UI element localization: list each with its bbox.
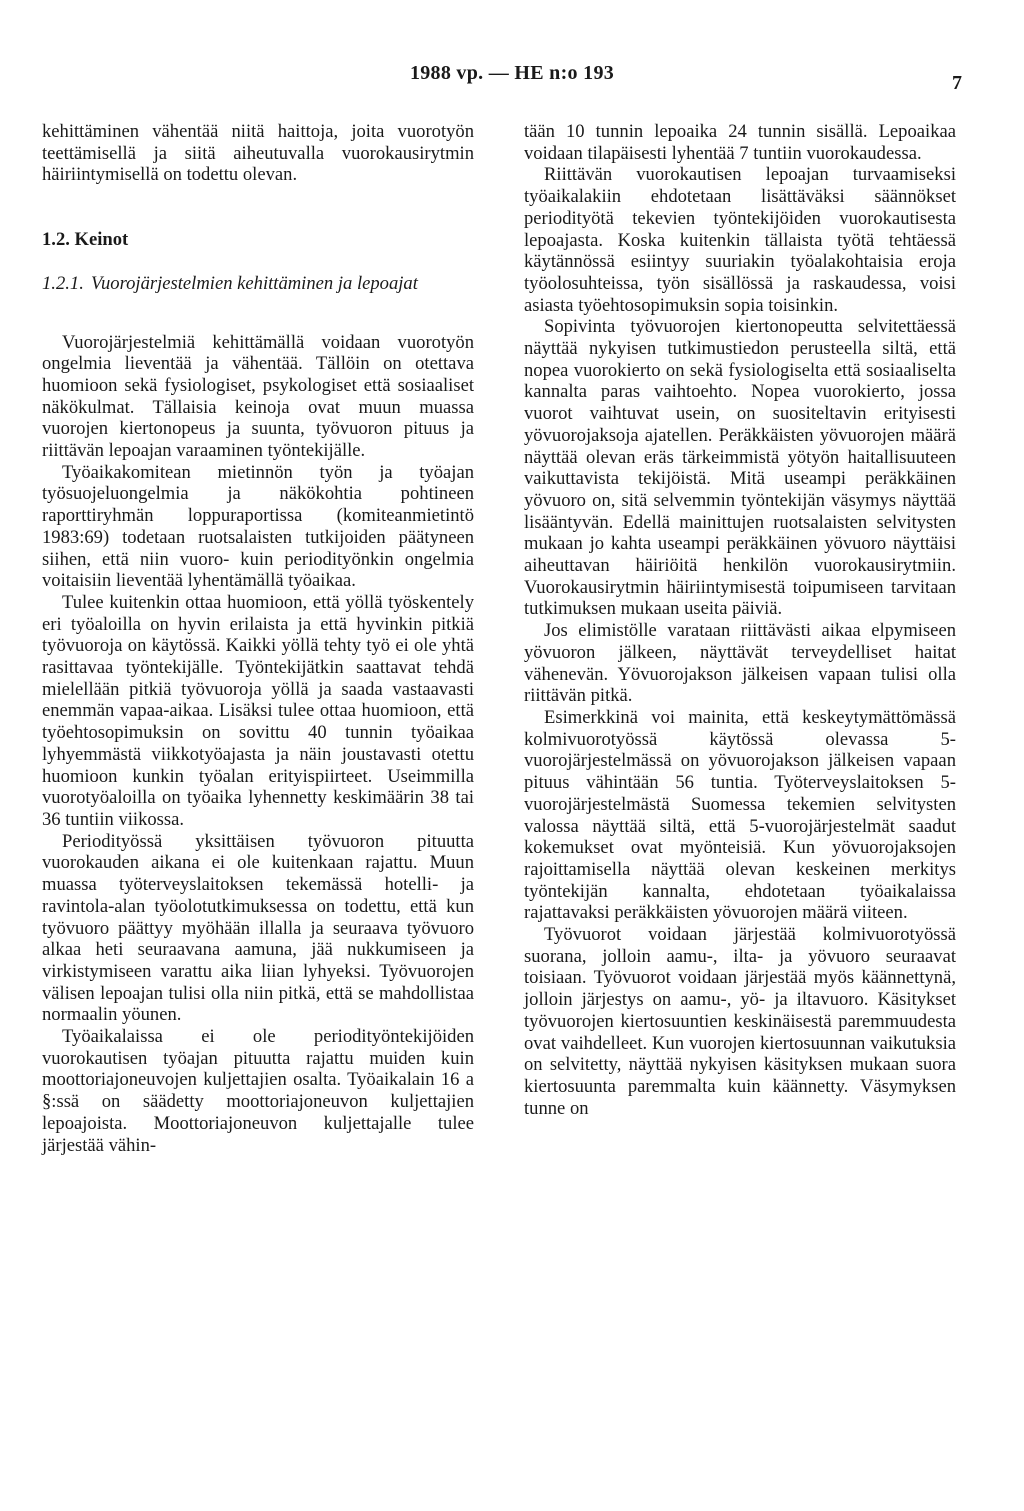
document-title: 1988 vp. — HE n:o 193 (409, 62, 615, 84)
subsection-number: 1.2.1. (42, 272, 84, 294)
paragraph-continued: tään 10 tunnin lepoaika 24 tunnin sisällä. Lepoaikaa voidaan tilapäisesti lyhentää 7 tuntiin vuorokaudessa. (524, 121, 956, 164)
subsection-heading (42, 273, 474, 295)
paragraph: Työaikalaissa ei ole periodityöntekijöiden vuorokautisen työajan pituutta rajattu muiden kuin moottoriajoneuvojen kuljettajien osalta. Työaikalain 16 a §:ssä on säädetty moottoriajoneuvon kuljettajien lepoajoista. Moottoriajoneuvon kuljettajalle tulee järjestää vähin- (42, 1026, 474, 1156)
paragraph: Periodityössä yksittäisen työvuoron pituutta vuorokauden aikana ei ole kuitenkaan rajattu. Muun muassa työterveyslaitoksen tekemässä hotelli- ja ravintola-alan työolotutkimuksessa on todettu, että kun työvuoro päättyy myöhään illalla ja seuraava työvuoro alkaa heti seuraavana aamuna, jää nukkumiseen ja virkistymiseen varattu aika liian lyhyeksi. Työvuorojen välisen lepoajan tulisi olla niin pitkä, että se mahdollistaa normaalin yöunen. (42, 830, 474, 1026)
paragraph: Riittävän vuorokautisen lepoajan turvaamiseksi työaikalakiin ehdotetaan lisättäväksi säännökset periodityötä tekevien työntekijöiden vuorokautisesta lepoajasta. Koska kuitenkin tällaista työtä tehtäessä käytännössä esiintyy suuriakin työalakohtaisia eroja työolosuhteissa, työn sisällössä ja raskaudessa, voisi asiasta työehtosopimuksin sopia toisinkin. (524, 164, 956, 316)
paragraph: Työaikakomitean mietinnön työn ja työajan työsuojeluongelmia ja näkökohtia pohtineen raporttiryhmän loppuraportissa (komiteanmietintö 1983:69) todetaan ruotsalaisten tutkijoiden päätyneen siihen, että niin vuoro- kuin periodityönkin ongelmia voitaisiin lieventää lyhentämällä työaikaa. (42, 461, 474, 592)
page-header (0, 62, 1024, 92)
subsection-title: Vuorojärjestelmien kehittäminen ja lepoajat (91, 272, 418, 294)
page-number: 7 (952, 72, 962, 94)
paragraph: Tulee kuitenkin ottaa huomioon, että yöllä työskentely eri työaloilla on hyvin erilaista ja että hyvinkin pitkiä työvuoroja on käytössä. Kaikki yöllä tehty työ ei ole yhtä rasittavaa työntekijälle. Työntekijätkin saattavat tehdä mielellään pitkiä työvuoroja yöllä ja saada vastaavasti enemmän vapaa-aikaa. Lisäksi tulee ottaa huomioon, että työehtosopimuksin on sovittu 40 tunnin työaikaa lyhyemmästä viikkotyöajasta ja näin joustavasti otettu huomioon kunkin työalan erityispiirteet. Useimmilla vuorotyöaloilla on työaika lyhennetty keskimäärin 38 tai 36 tuntiin viikossa. (42, 591, 474, 830)
paragraph: Työvuorot voidaan järjestää kolmivuorotyössä suorana, jolloin aamu-, ilta- ja yövuoro seuraavat toisiaan. Työvuorot voidaan järjestää myös käännettynä, jolloin järjestys on aamu-, yö- ja iltavuoro. Käsitykset työvuorojen kiertosuuntien keskinäisestä paremmuudesta ovat vaihdelleet. Kun vuorojen kiertosuunnan vaikutuksia on selvitetty, näyttää nykyisen käsityksen mukaan suora kiertosuunta paremmalta kuin käännetty. Väsymyksen tunne on (524, 924, 956, 1119)
paragraph: Esimerkkinä voi mainita, että keskeytymättömässä kolmivuorotyössä käytössä olevassa 5-vuorojärjestelmässä on yövuorojakson jälkeisen vapaan pituus vähintään 56 tuntia. Työterveyslaitoksen 5-vuorojärjestelmästä Suomessa tekemien selvitysten valossa näyttää siltä, että 5-vuorojärjestelmät saadut kokemukset ovat myönteisiä. Kun yövuorojaksojen rajoittamisella näyttää olevan keskeinen merkitys työntekijän kannalta, ehdotetaan työaikalaissa rajattavaksi peräkkäisten yövuorojen määrä viiteen. (524, 706, 956, 924)
paragraph-intro: kehittäminen vähentää niitä haittoja, joita vuorotyön teettämisellä ja siitä aiheutuvalla vuorokausirytmin häiriintymisellä on todettu olevan. (42, 121, 474, 186)
paragraph: Sopivinta työvuorojen kiertonopeutta selvitettäessä näyttää nykyisen tutkimustiedon perusteella siltä, että nopea vuorokierto on sekä fysiologiselta että sosiaaliselta kannalta paras vaihtoehto. Nopea vuorokierto, jossa vuorot vaihtuvat usein, on suositeltavin erityisesti yövuorojaksoja ajatellen. Peräkkäisten yövuorojen määrä näyttää olevan eräs tärkeimmistä yötyön haitallisuuteen vaikuttavista tekijöistä. Mitä useampi peräkkäinen yövuoro on, sitä selvemmin työntekijän väsymys näyttää lisääntyvän. Edellä mainittujen ruotsalaisten selvitysten mukaan jo kahta useampi peräkkäinen yövuoro näyttäisi aiheuttavan häiriöitä henkilön vuorokausirytmiin. Vuorokausirytmin häiriintymisestä toipumiseen tarvitaan tutkimuksen mukaan useita päiviä. (524, 316, 956, 620)
paragraph: Vuorojärjestelmiä kehittämällä voidaan vuorotyön ongelmia lieventää ja vähentää. Tällöin on otettava huomioon sekä fysiologiset, psykologiset että sosiaaliset näkökulmat. Tällaisia keinoja ovat muun muassa vuorojen kiertonopeus ja suunta, työvuoron pituus ja riittävän lepoajan varaaminen työntekijälle. (42, 331, 474, 462)
paragraph: Jos elimistölle varataan riittävästi aikaa elpymiseen yövuoron jälkeen, näyttävät terveydelliset haitat vähenevän. Yövuorojakson jälkeisen vapaan tulisi olla riittävän pitkä. (524, 620, 956, 707)
left-column (42, 121, 474, 1156)
right-column (524, 121, 956, 1119)
section-heading: 1.2. Keinot (42, 229, 129, 251)
